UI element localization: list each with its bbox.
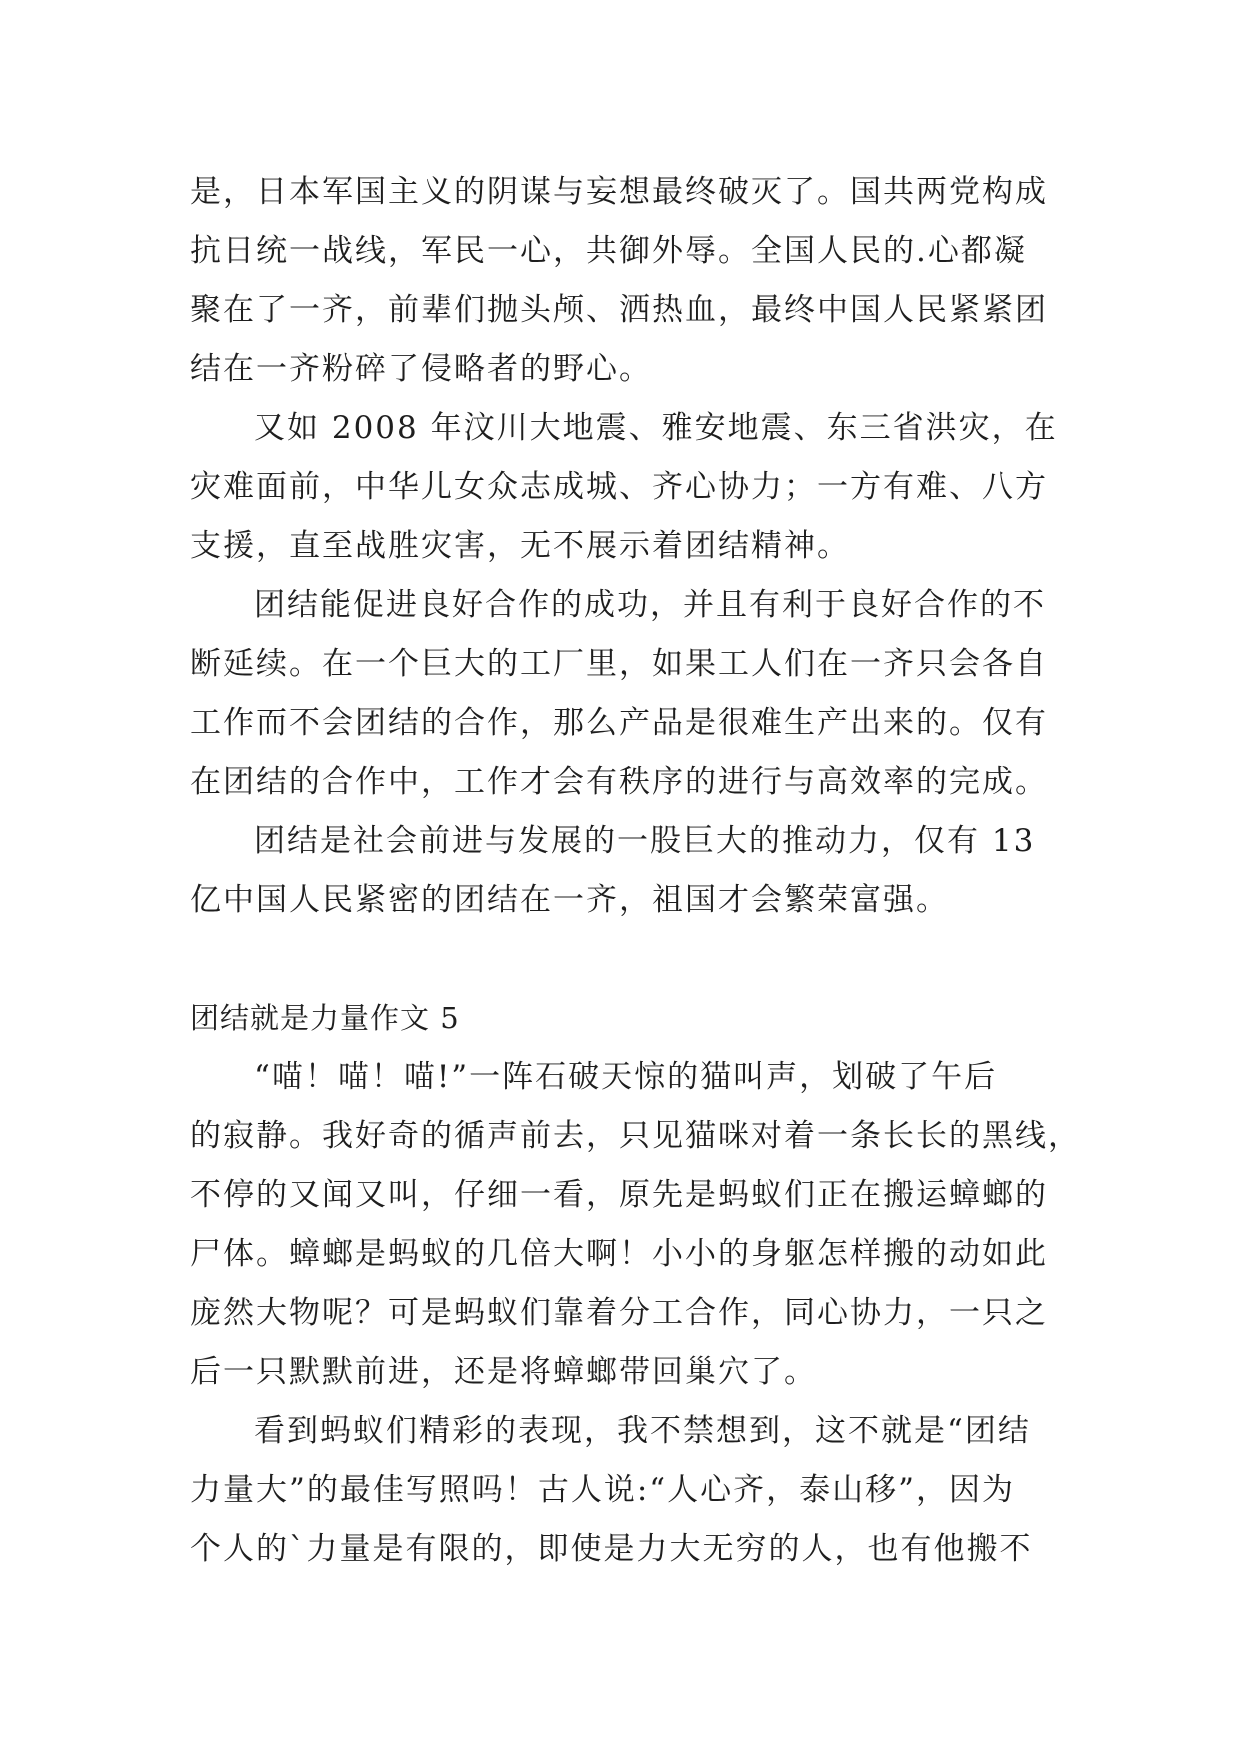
paragraph-first-line: “喵！喵！喵!”一阵石破天惊的猫叫声，划破了午后 — [254, 1059, 998, 1095]
text-line: 聚在了一齐，前辈们抛头颅、洒热血，最终中国人民紧紧团 — [190, 292, 1048, 328]
document-body — [190, 163, 1081, 1579]
text-line: 亿中国人民紧密的团结在一齐，祖国才会繁荣富强。 — [190, 882, 949, 918]
text-line: 力量大”的最佳写照吗！古人说:“人心齐，泰山移”，因为 — [190, 1472, 1015, 1508]
text-line: 的寂静。我好奇的循声前去，只见猫咪对着一条长长的黑线， — [190, 1118, 1081, 1154]
text-line: 断延续。在一个巨大的工厂里，如果工人们在一齐只会各自 — [190, 646, 1048, 682]
text-line: 是，日本军国主义的阴谋与妄想最终破灭了。国共两党构成 — [190, 174, 1048, 210]
paragraph-first-line: 团结是社会前进与发展的一股巨大的推动力，仅有 13 — [254, 823, 1036, 859]
paragraph-first-line: 团结能促进良好合作的成功，并且有利于良好合作的不 — [254, 587, 1046, 623]
text-line: 后一只默默前进，还是将蟑螂带回巢穴了。 — [190, 1354, 817, 1390]
text-line: 工作而不会团结的合作，那么产品是很难生产出来的。仅有 — [190, 705, 1048, 741]
text-line: 在团结的合作中，工作才会有秩序的进行与高效率的完成。 — [190, 764, 1048, 800]
essay-title: 团结就是力量作文 5 — [190, 1001, 460, 1035]
text-line: 不停的又闻又叫，仔细一看，原先是蚂蚁们正在搬运蟑螂的 — [190, 1177, 1048, 1213]
text-line: 尸体。蟑螂是蚂蚁的几倍大啊！小小的身躯怎样搬的动如此 — [190, 1236, 1048, 1272]
text-line: 庞然大物呢？可是蚂蚁们靠着分工合作，同心协力，一只之 — [190, 1295, 1048, 1331]
text-line: 结在一齐粉碎了侵略者的野心。 — [190, 351, 652, 387]
text-line: 抗日统一战线，军民一心，共御外辱。全国人民的.心都凝 — [190, 233, 1027, 269]
paragraph-first-line: 又如 2008 年汶川大地震、雅安地震、东三省洪灾，在 — [254, 410, 1058, 446]
section-gap — [190, 930, 1048, 989]
text-line: 支援，直至战胜灾害，无不展示着团结精神。 — [190, 528, 850, 564]
text-line: 个人的`力量是有限的，即使是力大无穷的人，也有他搬不 — [190, 1531, 1033, 1567]
text-line: 灾难面前，中华儿女众志成城、齐心协力；一方有难、八方 — [190, 469, 1048, 505]
paragraph-first-line: 看到蚂蚁们精彩的表现，我不禁想到，这不就是“团结 — [254, 1413, 1031, 1449]
